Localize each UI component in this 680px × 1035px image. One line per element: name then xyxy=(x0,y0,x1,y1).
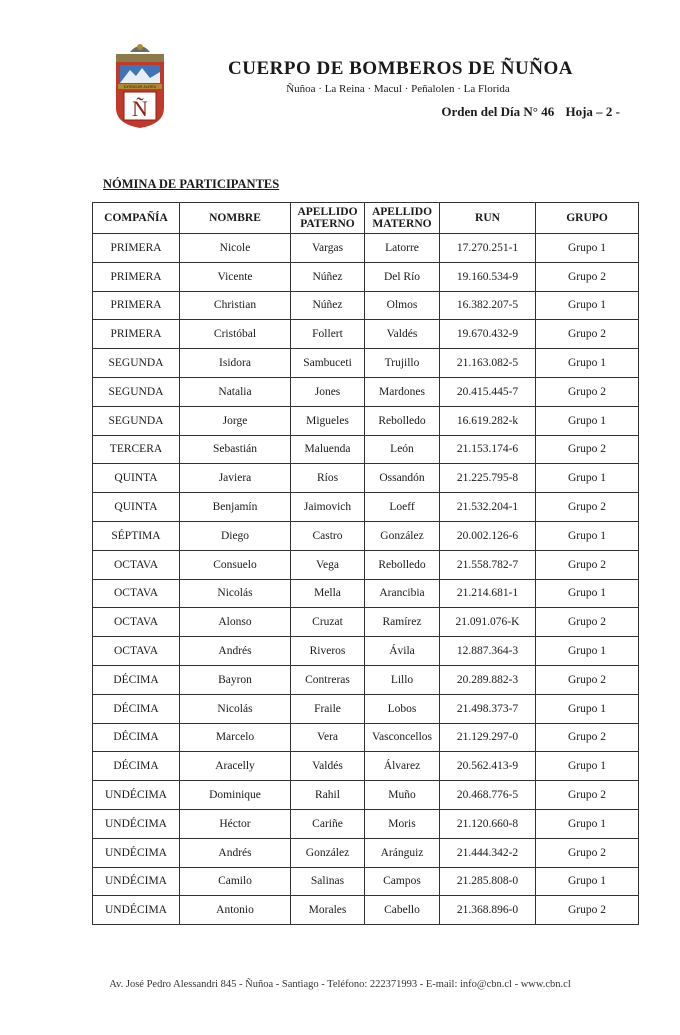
cell-apellido-materno: Trujillo xyxy=(365,349,440,378)
table-row xyxy=(93,608,639,637)
cell-apellido-paterno: Jaimovich xyxy=(291,493,365,522)
cell-nombre: Nicolás xyxy=(180,694,291,723)
cell-nombre: Camilo xyxy=(180,867,291,896)
cell-run: 16.619.282-k xyxy=(440,406,536,435)
order-of-day xyxy=(433,104,620,120)
table-row xyxy=(93,464,639,493)
cell-nombre: Dominique xyxy=(180,781,291,810)
cell-run: 20.002.126-6 xyxy=(440,521,536,550)
cell-apellido-paterno: Castro xyxy=(291,521,365,550)
table-row xyxy=(93,637,639,666)
cell-grupo: Grupo 2 xyxy=(536,435,639,464)
cell-apellido-paterno: Mella xyxy=(291,579,365,608)
cell-grupo: Grupo 2 xyxy=(536,262,639,291)
cell-apellido-paterno: Vargas xyxy=(291,234,365,263)
cell-apellido-paterno: González xyxy=(291,838,365,867)
cell-apellido-materno: Ramírez xyxy=(365,608,440,637)
cell-grupo: Grupo 1 xyxy=(536,579,639,608)
cell-grupo: Grupo 2 xyxy=(536,608,639,637)
cell-nombre: Natalia xyxy=(180,377,291,406)
cell-grupo: Grupo 2 xyxy=(536,781,639,810)
cell-run: 21.368.896-0 xyxy=(440,896,536,925)
cell-nombre: Bayron xyxy=(180,665,291,694)
cell-apellido-materno: Olmos xyxy=(365,291,440,320)
cell-compania: UNDÉCIMA xyxy=(93,809,180,838)
cell-apellido-paterno: Rahil xyxy=(291,781,365,810)
cell-nombre: Nicolás xyxy=(180,579,291,608)
cell-apellido-materno: Valdés xyxy=(365,320,440,349)
cell-grupo: Grupo 1 xyxy=(536,291,639,320)
cell-apellido-paterno: Valdés xyxy=(291,752,365,781)
cell-apellido-paterno: Maluenda xyxy=(291,435,365,464)
header-run: RUN xyxy=(440,203,536,234)
cell-compania: DÉCIMA xyxy=(93,723,180,752)
participants-table xyxy=(92,202,639,925)
cell-compania: OCTAVA xyxy=(93,579,180,608)
cell-compania: SEGUNDA xyxy=(93,349,180,378)
cell-compania: SÉPTIMA xyxy=(93,521,180,550)
cell-apellido-paterno: Follert xyxy=(291,320,365,349)
organization-name: CUERPO DE BOMBEROS DE ÑUÑOA xyxy=(228,58,573,79)
cell-grupo: Grupo 1 xyxy=(536,694,639,723)
cell-apellido-paterno: Morales xyxy=(291,896,365,925)
cell-apellido-materno: Mardones xyxy=(365,377,440,406)
cell-run: 21.163.082-5 xyxy=(440,349,536,378)
cell-apellido-materno: Ávila xyxy=(365,637,440,666)
cell-nombre: Jorge xyxy=(180,406,291,435)
cell-run: 19.670.432-9 xyxy=(440,320,536,349)
cell-grupo: Grupo 2 xyxy=(536,838,639,867)
cell-apellido-materno: Rebolledo xyxy=(365,406,440,435)
communes-line: Ñuñoa · La Reina · Macul · Peñalolen · La Florida xyxy=(286,83,510,95)
table-row xyxy=(93,435,639,464)
cell-compania: SEGUNDA xyxy=(93,377,180,406)
table-row xyxy=(93,262,639,291)
cell-apellido-paterno: Núñez xyxy=(291,262,365,291)
cell-run: 16.382.207-5 xyxy=(440,291,536,320)
table-row xyxy=(93,838,639,867)
cell-grupo: Grupo 1 xyxy=(536,867,639,896)
cell-run: 20.468.776-5 xyxy=(440,781,536,810)
cell-nombre: Antonio xyxy=(180,896,291,925)
cell-compania: SEGUNDA xyxy=(93,406,180,435)
order-number: Orden del Día N° 46 xyxy=(441,104,555,119)
cell-grupo: Grupo 1 xyxy=(536,809,639,838)
cell-grupo: Grupo 1 xyxy=(536,521,639,550)
cell-grupo: Grupo 1 xyxy=(536,349,639,378)
header-grupo: GRUPO xyxy=(536,203,639,234)
cell-apellido-materno: González xyxy=(365,521,440,550)
cell-nombre: Isidora xyxy=(180,349,291,378)
crest-logo xyxy=(110,38,170,130)
cell-apellido-paterno: Riveros xyxy=(291,637,365,666)
cell-nombre: Héctor xyxy=(180,809,291,838)
cell-compania: PRIMERA xyxy=(93,234,180,263)
table-row xyxy=(93,320,639,349)
cell-grupo: Grupo 2 xyxy=(536,665,639,694)
cell-compania: OCTAVA xyxy=(93,637,180,666)
cell-apellido-materno: Lobos xyxy=(365,694,440,723)
cell-nombre: Alonso xyxy=(180,608,291,637)
table-row xyxy=(93,809,639,838)
cell-apellido-materno: Del Río xyxy=(365,262,440,291)
cell-run: 21.129.297-0 xyxy=(440,723,536,752)
table-row xyxy=(93,521,639,550)
cell-run: 21.532.204-1 xyxy=(440,493,536,522)
table-row xyxy=(93,234,639,263)
cell-apellido-materno: Lillo xyxy=(365,665,440,694)
section-title: NÓMINA DE PARTICIPANTES xyxy=(103,177,280,191)
sheet-number: Hoja – 2 - xyxy=(565,104,620,119)
svg-text:Ñ: Ñ xyxy=(132,96,148,121)
cell-apellido-paterno: Cruzat xyxy=(291,608,365,637)
cell-run: 12.887.364-3 xyxy=(440,637,536,666)
cell-grupo: Grupo 2 xyxy=(536,377,639,406)
table-row xyxy=(93,377,639,406)
table-row xyxy=(93,781,639,810)
footer-contact: Av. José Pedro Alessandri 845 - Ñuñoa - Santiago - Teléfono: 222371993 - E-mail: info@cbn.cl - www.cbn.cl xyxy=(109,979,571,990)
cell-compania: UNDÉCIMA xyxy=(93,896,180,925)
cell-compania: DÉCIMA xyxy=(93,694,180,723)
cell-grupo: Grupo 2 xyxy=(536,896,639,925)
header-apellido-materno: APELLIDO MATERNO xyxy=(365,203,440,234)
cell-apellido-paterno: Sambuceti xyxy=(291,349,365,378)
cell-apellido-materno: Muño xyxy=(365,781,440,810)
table-row xyxy=(93,550,639,579)
cell-grupo: Grupo 1 xyxy=(536,752,639,781)
cell-apellido-materno: Cabello xyxy=(365,896,440,925)
cell-apellido-paterno: Fraile xyxy=(291,694,365,723)
table-row xyxy=(93,723,639,752)
cell-compania: UNDÉCIMA xyxy=(93,781,180,810)
cell-nombre: Diego xyxy=(180,521,291,550)
cell-nombre: Benjamín xyxy=(180,493,291,522)
table-row xyxy=(93,291,639,320)
table-row xyxy=(93,752,639,781)
cell-compania: UNDÉCIMA xyxy=(93,867,180,896)
cell-grupo: Grupo 1 xyxy=(536,406,639,435)
cell-nombre: Andrés xyxy=(180,637,291,666)
cell-compania: DÉCIMA xyxy=(93,665,180,694)
header-apellido-paterno: APELLIDO PATERNO xyxy=(291,203,365,234)
cell-run: 21.153.174-6 xyxy=(440,435,536,464)
cell-apellido-materno: León xyxy=(365,435,440,464)
cell-compania: PRIMERA xyxy=(93,291,180,320)
cell-apellido-paterno: Vega xyxy=(291,550,365,579)
cell-run: 21.285.808-0 xyxy=(440,867,536,896)
cell-apellido-materno: Campos xyxy=(365,867,440,896)
cell-nombre: Marcelo xyxy=(180,723,291,752)
cell-grupo: Grupo 2 xyxy=(536,493,639,522)
table-row xyxy=(93,896,639,925)
cell-run: 17.270.251-1 xyxy=(440,234,536,263)
cell-apellido-materno: Latorre xyxy=(365,234,440,263)
header-compania: COMPAÑÍA xyxy=(93,203,180,234)
cell-run: 21.120.660-8 xyxy=(440,809,536,838)
svg-text:EXTINGUIR ALERTA: EXTINGUIR ALERTA xyxy=(123,85,157,89)
cell-nombre: Cristóbal xyxy=(180,320,291,349)
cell-apellido-materno: Vasconcellos xyxy=(365,723,440,752)
cell-run: 20.415.445-7 xyxy=(440,377,536,406)
cell-apellido-materno: Moris xyxy=(365,809,440,838)
cell-compania: TERCERA xyxy=(93,435,180,464)
cell-nombre: Christian xyxy=(180,291,291,320)
table-row xyxy=(93,493,639,522)
cell-compania: OCTAVA xyxy=(93,550,180,579)
cell-nombre: Consuelo xyxy=(180,550,291,579)
cell-compania: QUINTA xyxy=(93,493,180,522)
cell-grupo: Grupo 1 xyxy=(536,464,639,493)
cell-run: 21.498.373-7 xyxy=(440,694,536,723)
cell-apellido-materno: Aránguiz xyxy=(365,838,440,867)
cell-apellido-paterno: Contreras xyxy=(291,665,365,694)
cell-nombre: Nicole xyxy=(180,234,291,263)
cell-nombre: Vicente xyxy=(180,262,291,291)
cell-apellido-paterno: Vera xyxy=(291,723,365,752)
cell-apellido-materno: Rebolledo xyxy=(365,550,440,579)
cell-grupo: Grupo 1 xyxy=(536,234,639,263)
cell-apellido-paterno: Salinas xyxy=(291,867,365,896)
table-row xyxy=(93,579,639,608)
cell-run: 21.558.782-7 xyxy=(440,550,536,579)
table-header-row xyxy=(93,203,639,234)
cell-apellido-paterno: Cariñe xyxy=(291,809,365,838)
cell-apellido-materno: Ossandón xyxy=(365,464,440,493)
cell-grupo: Grupo 2 xyxy=(536,550,639,579)
cell-grupo: Grupo 2 xyxy=(536,320,639,349)
table-row xyxy=(93,349,639,378)
cell-apellido-paterno: Ríos xyxy=(291,464,365,493)
cell-run: 21.444.342-2 xyxy=(440,838,536,867)
cell-compania: OCTAVA xyxy=(93,608,180,637)
cell-apellido-materno: Álvarez xyxy=(365,752,440,781)
cell-apellido-materno: Loeff xyxy=(365,493,440,522)
cell-run: 20.562.413-9 xyxy=(440,752,536,781)
cell-compania: UNDÉCIMA xyxy=(93,838,180,867)
table-row xyxy=(93,867,639,896)
cell-apellido-paterno: Jones xyxy=(291,377,365,406)
table-row xyxy=(93,694,639,723)
cell-nombre: Sebastián xyxy=(180,435,291,464)
cell-apellido-paterno: Migueles xyxy=(291,406,365,435)
table-row xyxy=(93,665,639,694)
cell-nombre: Andrés xyxy=(180,838,291,867)
table-row xyxy=(93,406,639,435)
cell-compania: PRIMERA xyxy=(93,320,180,349)
cell-nombre: Javiera xyxy=(180,464,291,493)
cell-run: 19.160.534-9 xyxy=(440,262,536,291)
header-nombre: NOMBRE xyxy=(180,203,291,234)
cell-compania: PRIMERA xyxy=(93,262,180,291)
cell-apellido-materno: Arancibia xyxy=(365,579,440,608)
cell-nombre: Aracelly xyxy=(180,752,291,781)
cell-grupo: Grupo 1 xyxy=(536,637,639,666)
cell-run: 20.289.882-3 xyxy=(440,665,536,694)
cell-compania: QUINTA xyxy=(93,464,180,493)
cell-apellido-paterno: Núñez xyxy=(291,291,365,320)
cell-compania: DÉCIMA xyxy=(93,752,180,781)
cell-grupo: Grupo 2 xyxy=(536,723,639,752)
cell-run: 21.214.681-1 xyxy=(440,579,536,608)
cell-run: 21.225.795-8 xyxy=(440,464,536,493)
cell-run: 21.091.076-K xyxy=(440,608,536,637)
